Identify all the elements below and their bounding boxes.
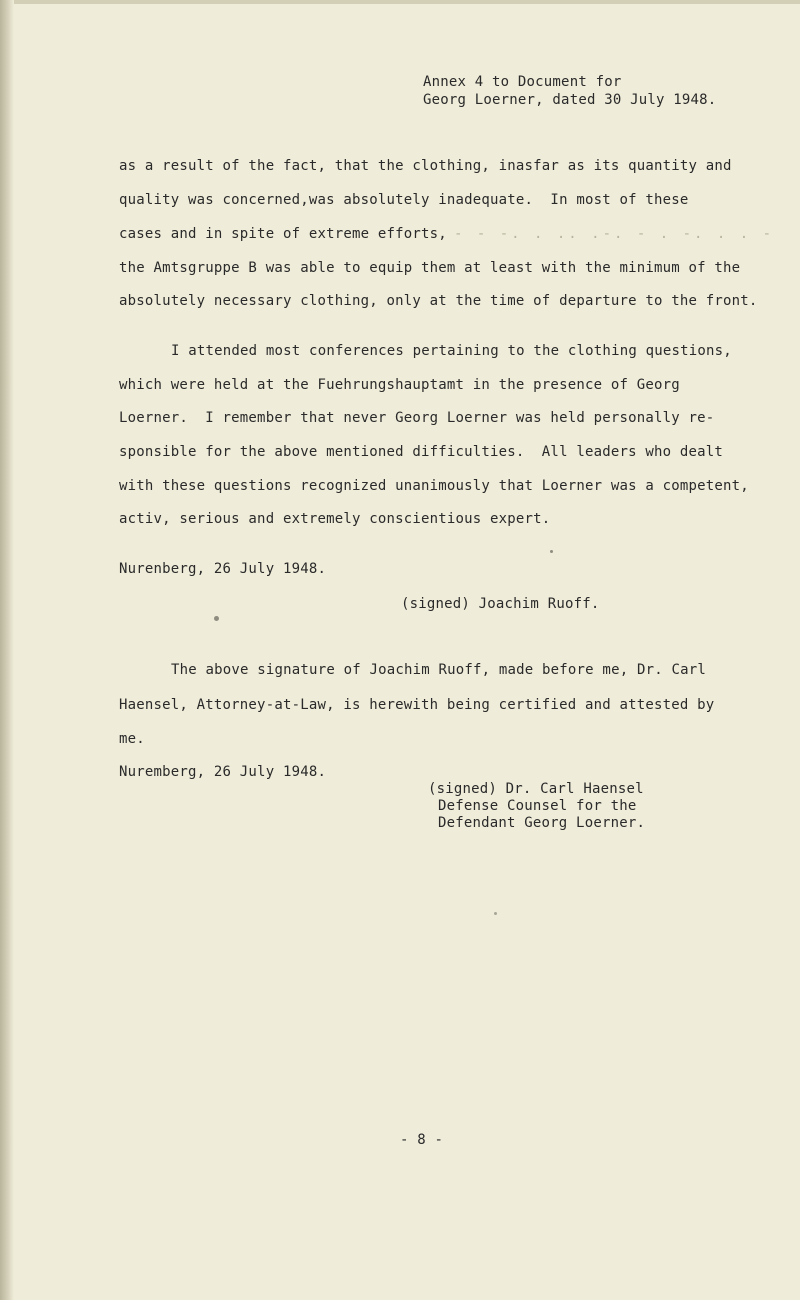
signature-ruoff: (signed) Joachim Ruoff. <box>401 596 600 612</box>
paragraph-line: as a result of the fact, that the clothing, inasfar as its quantity and <box>119 158 732 174</box>
signature-line: Defense Counsel for the <box>438 798 637 814</box>
annex-header-line-1: Annex 4 to Document for <box>423 74 622 90</box>
place-date: Nurenberg, 26 July 1948. <box>119 561 327 577</box>
signature-line: Defendant Georg Loerner. <box>438 815 646 831</box>
paper-speck <box>550 550 553 553</box>
paragraph-line: quality was concerned,was absolutely inadequate. In most of these <box>119 192 689 208</box>
scan-left-edge <box>0 0 14 1300</box>
document-page <box>14 0 800 1300</box>
annex-header-line-2: Georg Loerner, dated 30 July 1948. <box>423 92 717 108</box>
paragraph-line: activ, serious and extremely conscientious expert. <box>119 511 551 527</box>
paper-speck <box>494 912 497 915</box>
paragraph-line: the Amtsgruppe B was able to equip them at least with the minimum of the <box>119 260 741 276</box>
paragraph-line: Haensel, Attorney-at-Law, is herewith being certified and attested by <box>119 697 715 713</box>
paragraph-line: The above signature of Joachim Ruoff, made before me, Dr. Carl <box>171 662 706 678</box>
paper-speck <box>214 616 219 621</box>
paragraph-line: me. <box>119 731 145 747</box>
paragraph-line: cases and in spite of extreme efforts, <box>119 226 447 242</box>
signature-line: (signed) Dr. Carl Haensel <box>428 781 644 797</box>
page-number: - 8 - <box>400 1132 444 1148</box>
illegible-faint-text: - - -. . .. .-. - . -. . . - <box>454 226 775 242</box>
paragraph-line: sponsible for the above mentioned difficulties. All leaders who dealt <box>119 444 724 460</box>
place-date: Nuremberg, 26 July 1948. <box>119 764 327 780</box>
paragraph-line: I attended most conferences pertaining to the clothing questions, <box>171 343 732 359</box>
paragraph-line: Loerner. I remember that never Georg Loerner was held personally re- <box>119 410 715 426</box>
paragraph-line: absolutely necessary clothing, only at the time of departure to the front. <box>119 293 758 309</box>
paragraph-line: which were held at the Fuehrungshauptamt in the presence of Georg <box>119 377 680 393</box>
paragraph-line: with these questions recognized unanimously that Loerner was a competent, <box>119 478 749 494</box>
